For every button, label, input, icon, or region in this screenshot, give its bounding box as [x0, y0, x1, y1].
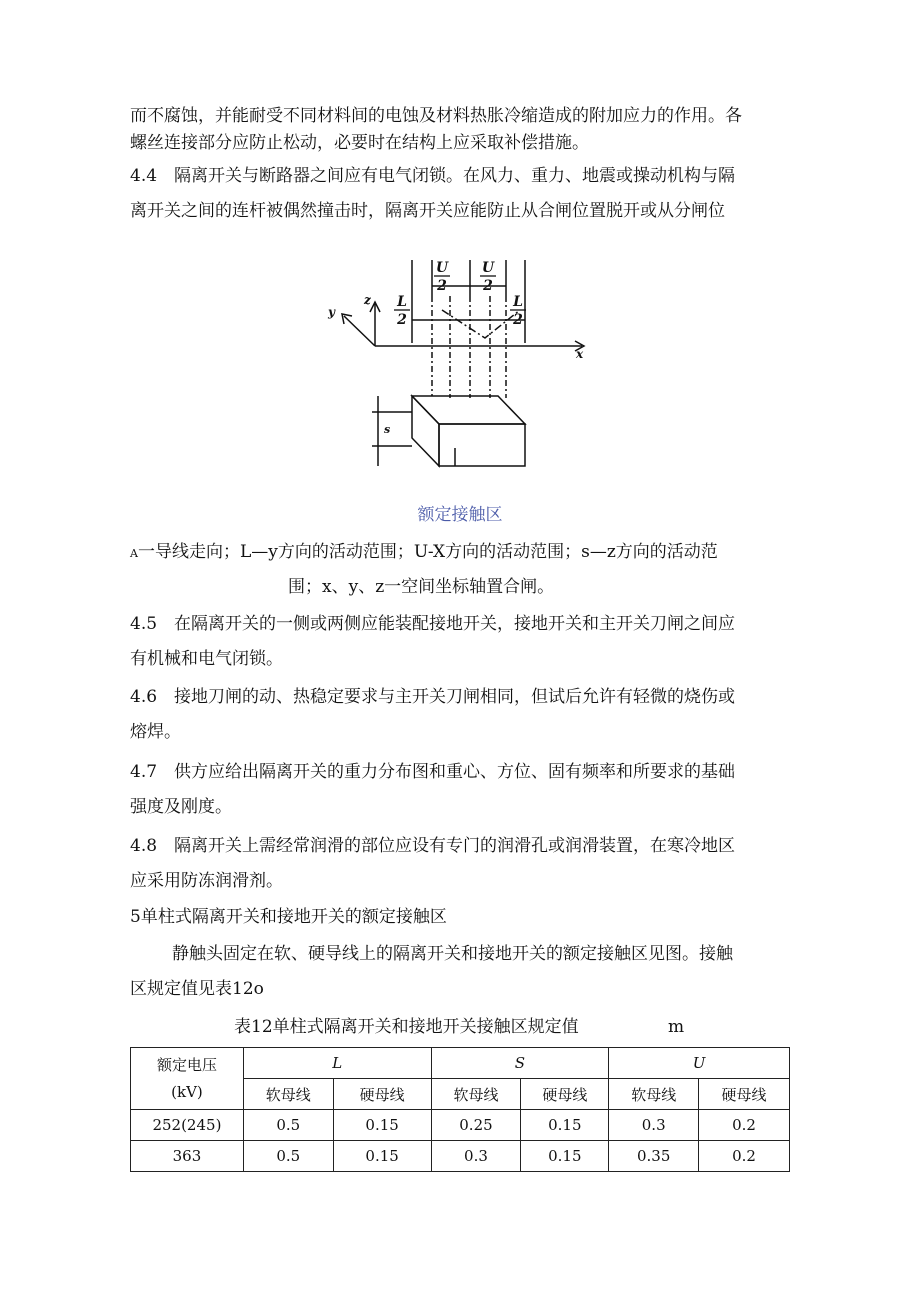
paragraph-line: 而不腐蚀，并能耐受不同材料间的电蚀及材料热胀冷缩造成的附加应力的作用。各 [130, 106, 742, 126]
section-4-5-line-2: 有机械和电气闭锁。 [130, 649, 283, 669]
y-axis-line [344, 316, 375, 346]
box-top [412, 396, 525, 424]
table-cell: 0.5 [243, 1110, 333, 1141]
box-front [439, 424, 525, 466]
figure-caption: 额定接触区 [417, 505, 503, 525]
voltage-header [131, 1048, 244, 1110]
table-row [131, 1110, 790, 1141]
legend-mark: A [130, 547, 138, 560]
subheader-cell: 软母线 [243, 1079, 333, 1110]
section-text: 供方应给出隔离开关的重力分布图和重心、方位、固有频率和所要求的基础 [174, 762, 735, 782]
table-cell: 0.15 [333, 1110, 431, 1141]
contact-zone-diagram [320, 248, 600, 480]
voltage-header-unit: (kV) [171, 1083, 203, 1101]
table-cell: 0.2 [699, 1110, 790, 1141]
table-cell: 252(245) [131, 1110, 244, 1141]
subheader-cell: 硬母线 [699, 1079, 790, 1110]
table-row [131, 1141, 790, 1172]
section-4-8-line-1 [130, 834, 790, 858]
table-cell: 0.5 [243, 1141, 333, 1172]
l-half-denominator: 2 [397, 312, 407, 328]
table-cell: 363 [131, 1141, 244, 1172]
paragraph-line: 静触头固定在软、硬导线上的隔离开关和接地开关的额定接触区见图。接触 [172, 944, 733, 964]
legend-text: 一导线走向；L—y方向的活动范围；U-X方向的活动范围；s—z方向的活动范 [137, 542, 718, 562]
y-axis-label: y [328, 305, 335, 319]
section-4-8-line-2: 应采用防冻润滑剂。 [130, 871, 283, 891]
section-4-6-line-2: 熔焊。 [130, 722, 181, 742]
legend-line-1 [130, 540, 790, 566]
section-number: 4.6 [130, 687, 158, 707]
section-4-7-line-1 [130, 760, 790, 784]
x-axis-label: x [576, 347, 584, 361]
l-half-numerator: L [397, 294, 407, 310]
table-cell: 0.35 [609, 1141, 699, 1172]
l-half-numerator: L [513, 294, 523, 310]
s-label: s [384, 423, 391, 436]
header-U: U [609, 1048, 790, 1079]
u-half-denominator: 2 [437, 278, 447, 294]
u-half-denominator: 2 [483, 278, 493, 294]
section-4-7-line-2: 强度及刚度。 [130, 797, 232, 817]
section-4-4-line-1 [130, 164, 790, 188]
section-text: 接地刀闸的动、热稳定要求与主开关刀闸相同，但试后允许有轻微的烧伤或 [174, 687, 735, 707]
subheader-cell: 硬母线 [333, 1079, 431, 1110]
table-header-row [131, 1048, 790, 1079]
u-half-numerator: U [481, 260, 495, 276]
paragraph-line: 区规定值见表12o [130, 979, 264, 999]
section-4-4-line-2: 离开关之间的连杆被偶然撞击时，隔离开关应能防止从合闸位置脱开或从分闸位 [130, 201, 725, 221]
box-side [412, 396, 439, 466]
table-cell: 0.15 [521, 1110, 609, 1141]
subheader-cell: 软母线 [431, 1079, 521, 1110]
table-title: 表12单柱式隔离开关和接地开关接触区规定值 [234, 1017, 579, 1037]
section-number: 4.8 [130, 836, 158, 856]
section-number: 4.7 [130, 762, 158, 782]
section-4-6-line-1 [130, 685, 790, 709]
voltage-header-label: 额定电压 [156, 1056, 217, 1074]
section-4-5-line-1 [130, 612, 790, 636]
legend-line-2: 围；x、y、z一空间坐标轴置合闸。 [288, 577, 555, 597]
table-cell: 0.2 [699, 1141, 790, 1172]
section-text: 在隔离开关的一侧或两侧应能装配接地开关，接地开关和主开关刀闸之间应 [174, 614, 735, 634]
table-cell: 0.15 [521, 1141, 609, 1172]
l-half-denominator: 2 [513, 312, 523, 328]
paragraph-line: 螺丝连接部分应防止松动，必要时在结构上应采取补偿措施。 [130, 133, 589, 153]
section-text: 隔离开关与断路器之间应有电气闭锁。在风力、重力、地震或操动机构与隔 [174, 166, 735, 186]
z-axis-label: z [364, 293, 371, 307]
table-cell: 0.25 [431, 1110, 521, 1141]
subheader-cell: 硬母线 [521, 1079, 609, 1110]
subheader-cell: 软母线 [609, 1079, 699, 1110]
section-number: 4.4 [130, 166, 158, 186]
section-5-heading: 5单柱式隔离开关和接地开关的额定接触区 [130, 907, 447, 927]
header-S: S [431, 1048, 609, 1079]
header-L: L [243, 1048, 431, 1079]
conductor-line [442, 310, 520, 338]
table-cell: 0.3 [609, 1110, 699, 1141]
table-cell: 0.3 [431, 1141, 521, 1172]
section-text: 隔离开关上需经常润滑的部位应设有专门的润滑孔或润滑装置，在寒冷地区 [174, 836, 735, 856]
contact-zone-table [130, 1047, 790, 1172]
u-half-numerator: U [435, 260, 449, 276]
table-unit: m [668, 1017, 685, 1037]
table-cell: 0.15 [333, 1141, 431, 1172]
section-number: 4.5 [130, 614, 158, 634]
